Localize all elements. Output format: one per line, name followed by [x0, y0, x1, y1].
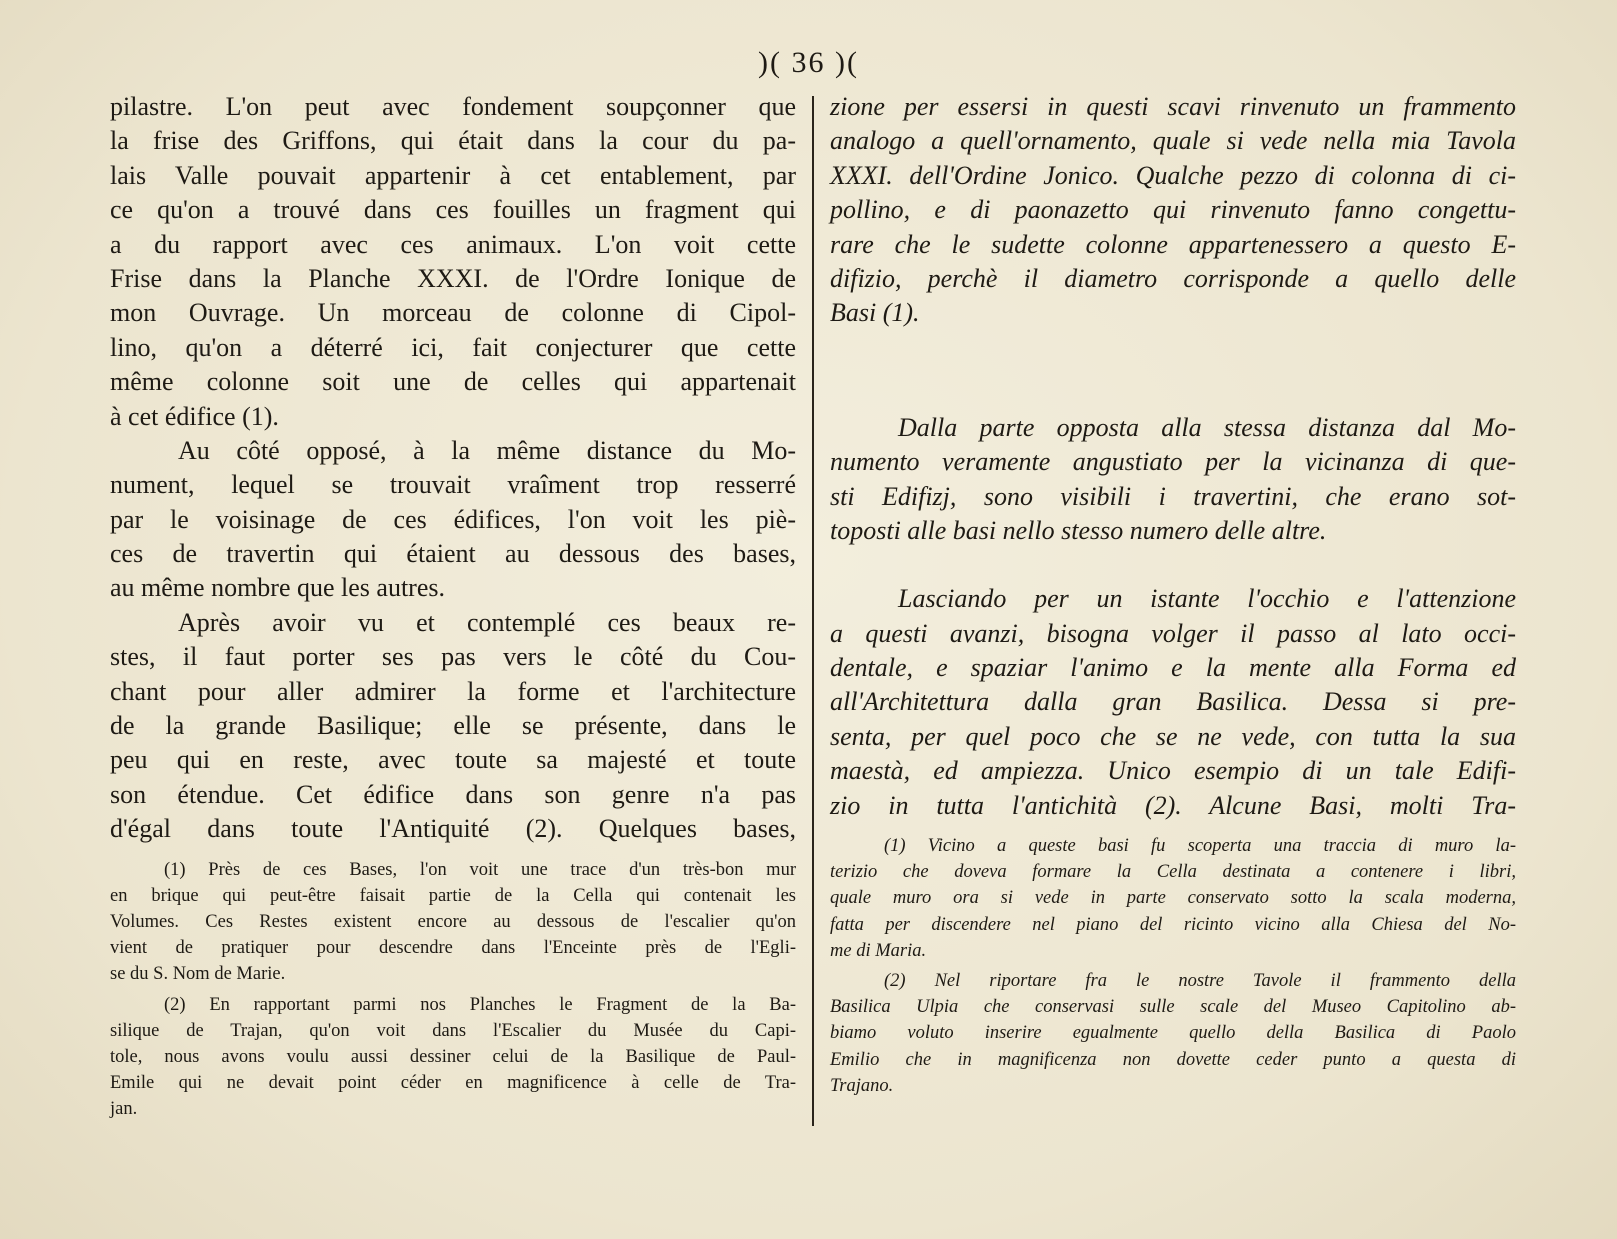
french-column	[110, 90, 796, 1122]
text-line: Lasciando per un istante l'occhio e l'attenzione	[898, 584, 1516, 614]
text-line: stes, il faut porter ses pas vers le côté du Cou-	[110, 642, 796, 672]
french-footnote-1	[110, 857, 796, 988]
text-line: zione per essersi in questi scavi rinvenuto un frammento	[830, 92, 1516, 121]
footnote-line: Basilica Ulpia che conservasi sulle scale del Museo Capitolino ab-	[830, 997, 1516, 1018]
text-line: lino, qu'on a déterré ici, fait conjecturer que cette	[110, 332, 796, 362]
text-line: mon Ouvrage. Un morceau de colonne di Cipol-	[110, 298, 796, 328]
text-line: nument, lequel se trouvait vraîment trop resserré	[110, 470, 796, 500]
french-paragraph	[110, 90, 796, 434]
french-footnote-2	[110, 992, 796, 1123]
text-line: la frise des Griffons, qui était dans la cour du pa-	[110, 126, 796, 156]
footnote-line: vient de pratiquer pour descendre dans l'Enceinte près de l'Egli-	[110, 938, 796, 959]
text-line: sti Edifizj, sono visibili i travertini, che erano sot-	[830, 481, 1516, 511]
footnote-line: Emile qui ne devait point céder en magnificence à celle de Tra-	[110, 1073, 796, 1094]
text-line: difizio, perchè il diametro corrisponde a quello delle	[830, 263, 1516, 293]
text-line: pollino, e di paonazetto qui rinvenuto fanno congettu-	[830, 195, 1516, 225]
footnote-line: (1) Vicino a queste basi fu scoperta una traccia di muro la-	[884, 836, 1516, 857]
text-line: peu qui en reste, avec toute sa majesté et toute	[110, 745, 796, 775]
italian-paragraph	[830, 90, 1516, 331]
text-line: même colonne soit une de celles qui appartenait	[110, 367, 796, 397]
footnote-line: Trajano.	[830, 1075, 894, 1096]
footnote-line: en brique qui peut-être faisait partie de la Cella qui contenait les	[110, 885, 796, 906]
text-line: au même nombre que les autres.	[110, 573, 445, 603]
footnote-line: silique de Trajan, qu'on voit dans l'Escalier du Musée du Capi-	[110, 1020, 796, 1041]
text-line: toposti alle basi nello stesso numero delle altre.	[830, 515, 1327, 545]
paragraph-gap	[830, 548, 1516, 582]
text-line: son étendue. Cet édifice dans son genre n'a pas	[110, 779, 796, 809]
text-line: all'Architettura dalla gran Basilica. Dessa si pre-	[830, 687, 1516, 717]
text-line: zio in tutta l'antichità (2). Alcune Basi, molti Tra-	[830, 790, 1516, 820]
text-line: XXXI. dell'Ordine Jonico. Qualche pezzo di colonna di ci-	[830, 160, 1516, 190]
text-line: lais Valle pouvait appartenir à cet entablement, par	[110, 160, 796, 190]
footnote-line: Volumes. Ces Restes existent encore au dessous de l'escalier qu'on	[110, 911, 796, 932]
text-line: analogo a quell'ornamento, quale si vede nella mia Tavola	[830, 126, 1516, 156]
footnote-line: quale muro ora si vede in parte conservato sotto la scala moderna,	[830, 888, 1516, 909]
footnote-line: (1) Près de ces Bases, l'on voit une trace d'un très-bon mur	[164, 859, 796, 880]
footnote-line: terizio che doveva formare la Cella destinata a contenere i libri,	[830, 862, 1516, 883]
text-line: senta, per quel poco che se ne vede, con tutta la sua	[830, 721, 1516, 751]
italian-paragraph	[830, 582, 1516, 823]
text-line: Au côté opposé, à la même distance du Mo-	[178, 435, 796, 465]
text-line: a questi avanzi, bisogna volger il passo al lato occi-	[830, 618, 1516, 648]
text-line: par le voisinage de ces édifices, l'on voit les piè-	[110, 504, 796, 534]
text-line: d'égal dans toute l'Antiquité (2). Quelques bases,	[110, 814, 796, 844]
italian-footnote-2	[830, 968, 1516, 1099]
text-line: rare che le sudette colonne appartenessero a questo E-	[830, 229, 1516, 259]
text-line: Après avoir vu et contemplé ces beaux re-	[178, 607, 796, 637]
text-line: dentale, e spaziar l'animo e la mente alla Forma ed	[830, 653, 1516, 683]
text-line: maestà, ed ampiezza. Unico esempio di un tale Edifi-	[830, 756, 1516, 786]
text-line: a du rapport avec ces animaux. L'on voit cette	[110, 229, 796, 259]
footnote-line: Emilio che in magnificenza non dovette ceder punto a questa di	[830, 1049, 1516, 1070]
page-number: )( 36 )(	[758, 46, 859, 79]
paragraph-gap	[830, 399, 1516, 411]
footnote-line: biamo voluto inserire egualmente quello della Basilica di Paolo	[830, 1023, 1516, 1044]
footnote-line: (2) En rapportant parmi nos Planches le Fragment de la Ba-	[164, 994, 796, 1015]
french-paragraph	[110, 606, 796, 847]
text-line: Frise dans la Planche XXXI. de l'Ordre Ionique de	[110, 263, 796, 293]
text-line: Basi (1).	[830, 298, 920, 328]
paragraph-gap	[830, 331, 1516, 365]
column-divider	[812, 96, 814, 1126]
italian-footnote-1	[830, 833, 1516, 964]
text-line: numento veramente angustiato per la vicinanza di que-	[830, 447, 1516, 477]
italian-column	[830, 90, 1516, 1099]
footnote-line: se du S. Nom de Marie.	[110, 964, 286, 985]
footnote-line: (2) Nel riportare fra le nostre Tavole il frammento della	[884, 970, 1516, 991]
text-line: de la grande Basilique; elle se présente, dans le	[110, 711, 796, 741]
italian-paragraph	[830, 411, 1516, 549]
footnote-line: me di Maria.	[830, 940, 927, 961]
footnote-line: fatta per discendere nel piano del ricinto vicino alla Chiesa del No-	[830, 914, 1516, 935]
text-line: pilastre. L'on peut avec fondement soupçonner que	[110, 92, 796, 121]
text-line: ce qu'on a trouvé dans ces fouilles un fragment qui	[110, 195, 796, 225]
text-line: à cet édifice (1).	[110, 401, 279, 431]
text-line: chant pour aller admirer la forme et l'architecture	[110, 676, 796, 706]
text-line: Dalla parte opposta alla stessa distanza dal Mo-	[898, 412, 1516, 442]
footnote-line: jan.	[110, 1099, 138, 1120]
paragraph-gap	[830, 365, 1516, 399]
text-line: ces de travertin qui étaient au dessous des bases,	[110, 539, 796, 569]
footnote-line: tole, nous avons voulu aussi dessiner celui de la Basilique de Paul-	[110, 1046, 796, 1067]
french-paragraph	[110, 434, 796, 606]
